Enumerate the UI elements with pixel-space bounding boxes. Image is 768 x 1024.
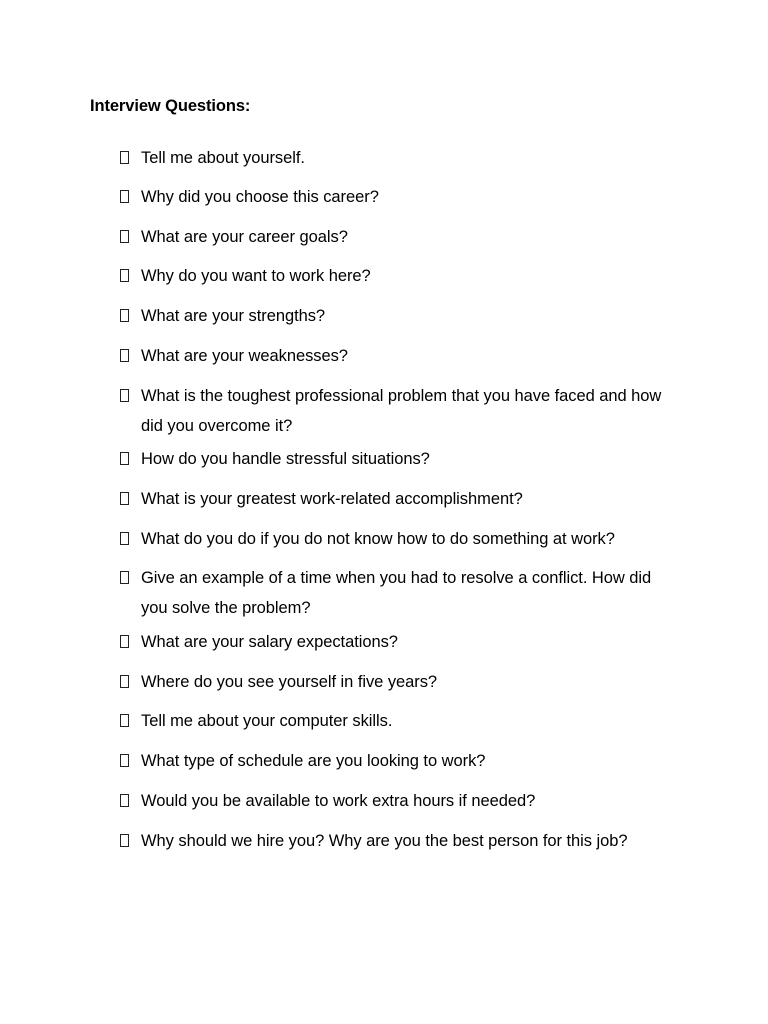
- bullet-box-icon: [120, 754, 129, 767]
- question-text: What are your salary expectations?: [141, 633, 398, 651]
- question-text: Why do you want to work here?: [141, 267, 371, 285]
- bullet-box-icon: [120, 309, 129, 322]
- question-text: How do you handle stressful situations?: [141, 450, 430, 468]
- question-text: What is the toughest professional problem that you have faced and how did you overcome it?: [141, 387, 662, 435]
- bullet-box-icon: [120, 151, 129, 164]
- bullet-box-icon: [120, 635, 129, 648]
- question-text: Why did you choose this career?: [141, 188, 379, 206]
- document-heading: Interview Questions:: [90, 97, 251, 115]
- question-text: Would you be available to work extra hours if needed?: [141, 792, 536, 810]
- bullet-box-icon: [120, 452, 129, 465]
- question-text: What are your career goals?: [141, 228, 348, 246]
- question-text: What do you do if you do not know how to do something at work?: [141, 530, 615, 548]
- bullet-box-icon: [120, 714, 129, 727]
- bullet-box-icon: [120, 349, 129, 362]
- question-text: Where do you see yourself in five years?: [141, 673, 438, 691]
- bullet-box-icon: [120, 389, 129, 402]
- bullet-box-icon: [120, 269, 129, 282]
- question-text: Tell me about your computer skills.: [141, 712, 393, 730]
- question-text: What type of schedule are you looking to work?: [141, 752, 486, 770]
- bullet-box-icon: [120, 230, 129, 243]
- question-text: What are your weaknesses?: [141, 347, 348, 365]
- bullet-box-icon: [120, 794, 129, 807]
- bullet-box-icon: [120, 571, 129, 584]
- question-text: What are your strengths?: [141, 307, 326, 325]
- question-text: What is your greatest work-related accomplishment?: [141, 490, 523, 508]
- question-text: Give an example of a time when you had to resolve a conflict. How did you solve the problem?: [141, 569, 652, 617]
- bullet-box-icon: [120, 492, 129, 505]
- bullet-box-icon: [120, 675, 129, 688]
- bullet-box-icon: [120, 190, 129, 203]
- bullet-box-icon: [120, 532, 129, 545]
- question-text: Tell me about yourself.: [141, 149, 305, 167]
- question-text: Why should we hire you? Why are you the best person for this job?: [141, 832, 628, 850]
- bullet-box-icon: [120, 834, 129, 847]
